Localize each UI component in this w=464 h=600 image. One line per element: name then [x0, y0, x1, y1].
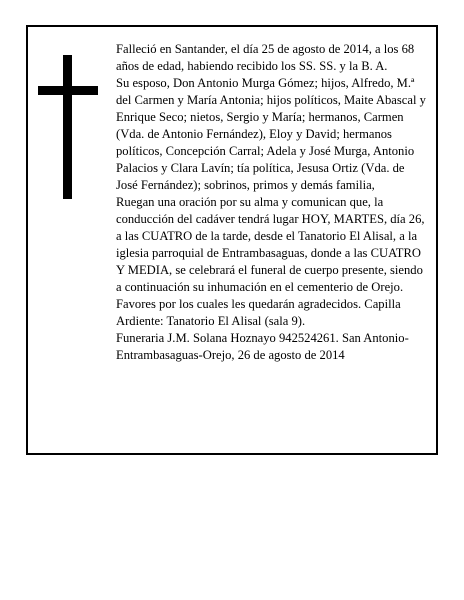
- cross-horizontal-bar: [38, 86, 98, 95]
- notice-paragraph-funeral: Ruegan una oración por su alma y comunican que, la conducción del cadáver tendrá lugar HOY, MARTES, día 26, a las CUATRO de la tarde, desde el Tanatorio El Alisal, a la iglesia parroquial de Entrambasaguas, donde a las CUATRO Y MEDIA, se celebrará el funeral de cuerpo presente, siendo a continuación su inhumación en el cementerio de Orejo. Favores por los cuales les quedarán agradecidos. Capilla Ardiente: Tanatorio El Alisal (sala 9).: [116, 195, 425, 328]
- notice-paragraph-death: Falleció en Santander, el día 25 de agosto de 2014, a los 68 años de edad, habiendo recibido los SS. SS. y la B. A.: [116, 42, 415, 73]
- notice-body: [116, 41, 426, 364]
- cross-vertical-bar: [63, 55, 72, 199]
- notice-paragraph-family: Su esposo, Don Antonio Murga Gómez; hijos, Alfredo, M.ª del Carmen y María Antonia; hijos políticos, Maite Abascal y Enrique Seco; nietos, Sergio y María; hermanos, Carmen (Vda. de Antonio Fernández), Eloy y David; hermanos políticos, Concepción Carral; Adela y José Murga, Antonio Palacios y Clara Lavín; tía política, Jesusa Ortiz (Vda. de José Fernández); sobrinos, primos y demás familia,: [116, 76, 426, 192]
- obituary-notice: [26, 25, 438, 455]
- notice-paragraph-funeral-home: Funeraria J.M. Solana Hoznayo 942524261. San Antonio-Entrambasaguas-Orejo, 26 de agosto de 2014: [116, 331, 409, 362]
- latin-cross-icon: [38, 55, 98, 199]
